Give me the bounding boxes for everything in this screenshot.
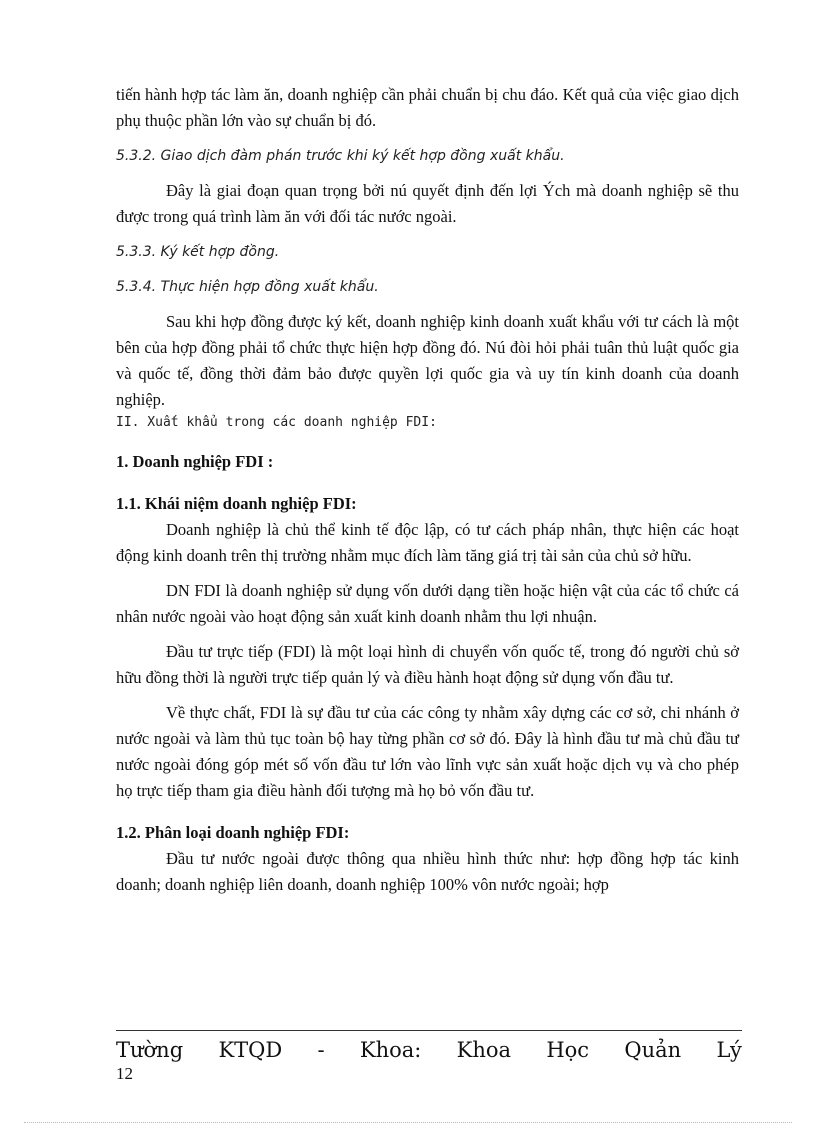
subsection-heading: 5.3.3. Ký kết hợp đồng. xyxy=(116,244,280,260)
heading: 1.1. Khái niệm doanh nghiệp FDI: xyxy=(116,494,357,513)
heading: 1. Doanh nghiệp FDI : xyxy=(116,452,274,471)
footer xyxy=(116,1036,742,1064)
footer-word: Quản xyxy=(624,1038,682,1062)
paragraph: Doanh nghiệp là chủ thể kinh tế độc lập, có tư cách pháp nhân, thực hiện các hoạt động kinh doanh trên thị trường nhằm mục đích làm tăng giá trị tài sản của chủ sở hữu. xyxy=(116,520,739,565)
subsection-heading: 5.3.2. Giao dịch đàm phán trước khi ký kết hợp đồng xuất khẩu. xyxy=(116,148,565,164)
paragraph: tiến hành hợp tác làm ăn, doanh nghiệp cần phải chuẩn bị chu đáo. Kết quả của việc giao dịch phụ thuộc phần lớn vào sự chuẩn bị đó. xyxy=(116,85,739,130)
paragraph: Sau khi hợp đồng được ký kết, doanh nghiệp kinh doanh xuất khẩu với tư cách là một bên của hợp đồng phải tổ chức thực hiện hợp đồng đó. Nú đòi hỏi phải tuân thủ luật quốc gia và quốc tế, đồng thời đảm bảo được quyền lợi quốc gia và uy tín kinh doanh của doanh nghiệp. xyxy=(116,312,739,409)
footer-word: Lý xyxy=(716,1038,742,1062)
section-heading: II. Xuất khẩu trong các doanh nghiệp FDI: xyxy=(116,415,437,430)
paragraph: Đầu tư nước ngoài được thông qua nhiều hình thức như: hợp đồng hợp tác kinh doanh; doanh nghiệp liên doanh, doanh nghiệp 100% vôn nước ngoài; hợp xyxy=(116,849,739,894)
page-body xyxy=(116,82,739,898)
heading: 1.2. Phân loại doanh nghiệp FDI: xyxy=(116,823,350,842)
subsection-heading: 5.3.4. Thực hiện hợp đồng xuất khẩu. xyxy=(116,279,379,295)
footer-word: Khoa: xyxy=(359,1038,422,1062)
footer-word: Học xyxy=(546,1038,590,1062)
paragraph: Đầu tư trực tiếp (FDI) là một loại hình di chuyển vốn quốc tế, trong đó người chủ sở hữu đồng thời là người trực tiếp quản lý và điều hành hoạt động sử dụng vốn đầu tư. xyxy=(116,642,739,687)
footer-word: - xyxy=(317,1038,325,1062)
footer-divider xyxy=(116,1030,742,1031)
paragraph: Đây là giai đoạn quan trọng bởi nú quyết định đến lợi Ých mà doanh nghiệp sẽ thu được trong quá trình làm ăn với đối tác nước ngoài. xyxy=(116,181,739,226)
footer-word: Khoa xyxy=(456,1038,512,1062)
paragraph: DN FDI là doanh nghiệp sử dụng vốn dưới dạng tiền hoặc hiện vật của các tổ chức cá nhân nước ngoài vào hoạt động sản xuất kinh doanh nhằm thu lợi nhuận. xyxy=(116,581,739,626)
footer-word: Tường xyxy=(116,1038,184,1062)
paragraph: Về thực chất, FDI là sự đầu tư của các công ty nhằm xây dựng các cơ sở, chi nhánh ở nước ngoài và làm thủ tục toàn bộ hay từng phần cơ sở đó. Đây là hình đầu tư mà chủ đầu tư nước ngoài đóng góp mét số vốn đầu tư lớn vào lĩnh vực sản xuất hoặc dịch vụ và cho phép họ trực tiếp tham gia điều hành đối tượng mà họ bỏ vốn đầu tư. xyxy=(116,703,739,800)
footer-word: KTQD xyxy=(218,1038,283,1062)
page-number: 12 xyxy=(116,1064,133,1083)
